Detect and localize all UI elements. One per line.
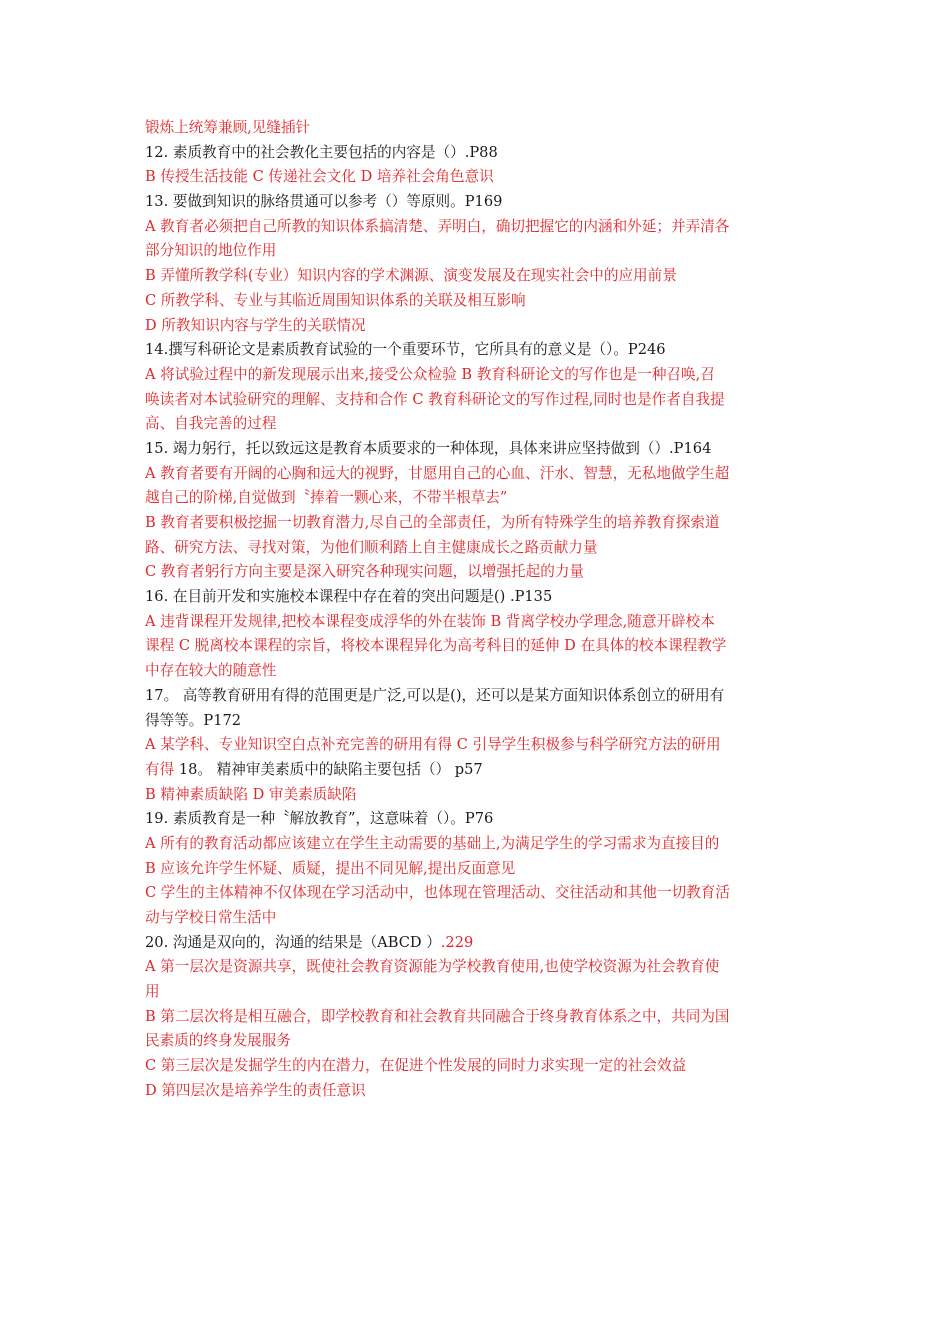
question-text: 20. 沟通是双向的，沟通的结果是（ABCD ） bbox=[145, 933, 441, 951]
answer-line: 课程 C 脱离校本课程的宗旨，将校本课程异化为高考科目的延伸 D 在具体的校本课程教学 bbox=[145, 637, 727, 655]
answer-line: B 应该允许学生怀疑、质疑，提出不同见解,提出反面意见 bbox=[145, 859, 516, 877]
answer-line: C 所教学科、专业与其临近周围知识体系的关联及相互影响 bbox=[145, 291, 526, 309]
text-line bbox=[145, 758, 810, 783]
text-line bbox=[145, 931, 810, 956]
question-line: 19. 素质教育是一种〝解放教育”，这意味着（）。P76 bbox=[145, 810, 494, 828]
question-line: 14.撰写科研论文是素质教育试验的一个重要环节，它所具有的意义是（）。P246 bbox=[145, 341, 666, 359]
answer-line: B 第二层次将是相互融合，即学校教育和社会教育共同融合于终身教育体系之中，共同为国 bbox=[145, 1007, 730, 1025]
answer-line: A 所有的教育活动都应该建立在学生主动需要的基础上,为满足学生的学习需求为直接目的 bbox=[145, 834, 720, 852]
answer-line: 高、自我完善的过程 bbox=[145, 415, 277, 433]
answer-line: C 教育者躬行方向主要是深入研究各种现实问题，以增强托起的力量 bbox=[145, 563, 585, 581]
answer-line: A 违背课程开发规律,把校本课程变成浮华的外在装饰 B 背离学校办学理念,随意开辟校本 bbox=[145, 612, 715, 630]
answer-line: C 学生的主体精神不仅体现在学习活动中，也体现在管理活动、交往活动和其他一切教育活 bbox=[145, 884, 730, 902]
answer-text: 有得 bbox=[145, 760, 179, 778]
question-line: 12. 素质教育中的社会教化主要包括的内容是（）.P88 bbox=[145, 143, 498, 161]
answer-text: .229 bbox=[440, 933, 474, 951]
question-line: 13. 要做到知识的脉络贯通可以参考（）等原则。P169 bbox=[145, 193, 503, 211]
answer-line: D 第四层次是培养学生的责任意识 bbox=[145, 1081, 366, 1099]
answer-line: 锻炼上统筹兼顾,见缝插针 bbox=[145, 119, 311, 136]
question-line: 16. 在目前开发和实施校本课程中存在着的突出问题是() .P135 bbox=[145, 588, 553, 606]
answer-line: B 传授生活技能 C 传递社会文化 D 培养社会角色意识 bbox=[145, 168, 494, 186]
answer-line: B 精神素质缺陷 D 审美素质缺陷 bbox=[145, 785, 357, 803]
answer-line: B 教育者要积极挖掘一切教育潜力,尽自己的全部责任，为所有特殊学生的培养教育探索道 bbox=[145, 514, 720, 531]
answer-line: C 第三层次是发掘学生的内在潜力，在促进个性发展的同时力求实现一定的社会效益 bbox=[145, 1057, 687, 1075]
answer-line: D 所教知识内容与学生的关联情况 bbox=[145, 316, 366, 334]
answer-line: 唤读者对本试验研究的理解、支持和合作 C 教育科研论文的写作过程,同时也是作者自我提 bbox=[145, 390, 725, 408]
answer-line: 用 bbox=[145, 983, 160, 1001]
answer-line: 中存在较大的随意性 bbox=[145, 662, 277, 680]
answer-line: A 某学科、专业知识空白点补充完善的研用有得 C 引导学生积极参与科学研究方法的研用 bbox=[145, 736, 721, 754]
question-line: 得等等。P172 bbox=[145, 711, 242, 729]
answer-line: A 教育者必须把自己所教的知识体系搞清楚、弄明白，确切把握它的内涵和外延；并弄清各 bbox=[145, 217, 730, 235]
question-line: 17。 高等教育研用有得的范围更是广泛,可以是()，还可以是某方面知识体系创立的研用有 bbox=[145, 686, 725, 704]
document-page bbox=[145, 116, 810, 1104]
question-line: 15. 竭力躬行，托以致远这是教育本质要求的一种体现，具体来讲应坚持做到（）.P164 bbox=[145, 439, 712, 457]
answer-line: 路、研究方法、寻找对策，为他们顺利踏上自主健康成长之路贡献力量 bbox=[145, 538, 598, 556]
answer-line: 越自己的阶梯,自觉做到〝捧着一颗心来，不带半根草去” bbox=[145, 489, 508, 507]
answer-line: 民素质的终身发展服务 bbox=[145, 1032, 291, 1050]
answer-line: A 第一层次是资源共享，既使社会教育资源能为学校教育使用,也使学校资源为社会教育使 bbox=[145, 958, 720, 976]
answer-line: 部分知识的地位作用 bbox=[145, 242, 277, 260]
answer-line: B 弄懂所教学科(专业）知识内容的学术渊源、演变发展及在现实社会中的应用前景 bbox=[145, 267, 677, 285]
answer-line: A 将试验过程中的新发现展示出来,接受公众检验 B 教育科研论文的写作也是一种召唤,召 bbox=[145, 365, 715, 383]
answer-line: A 教育者要有开阔的心胸和远大的视野，甘愿用自己的心血、汗水、智慧，无私地做学生超 bbox=[145, 464, 730, 482]
question-text: 18。 精神审美素质中的缺陷主要包括（） p57 bbox=[178, 760, 483, 778]
answer-line: 动与学校日常生活中 bbox=[145, 909, 277, 926]
